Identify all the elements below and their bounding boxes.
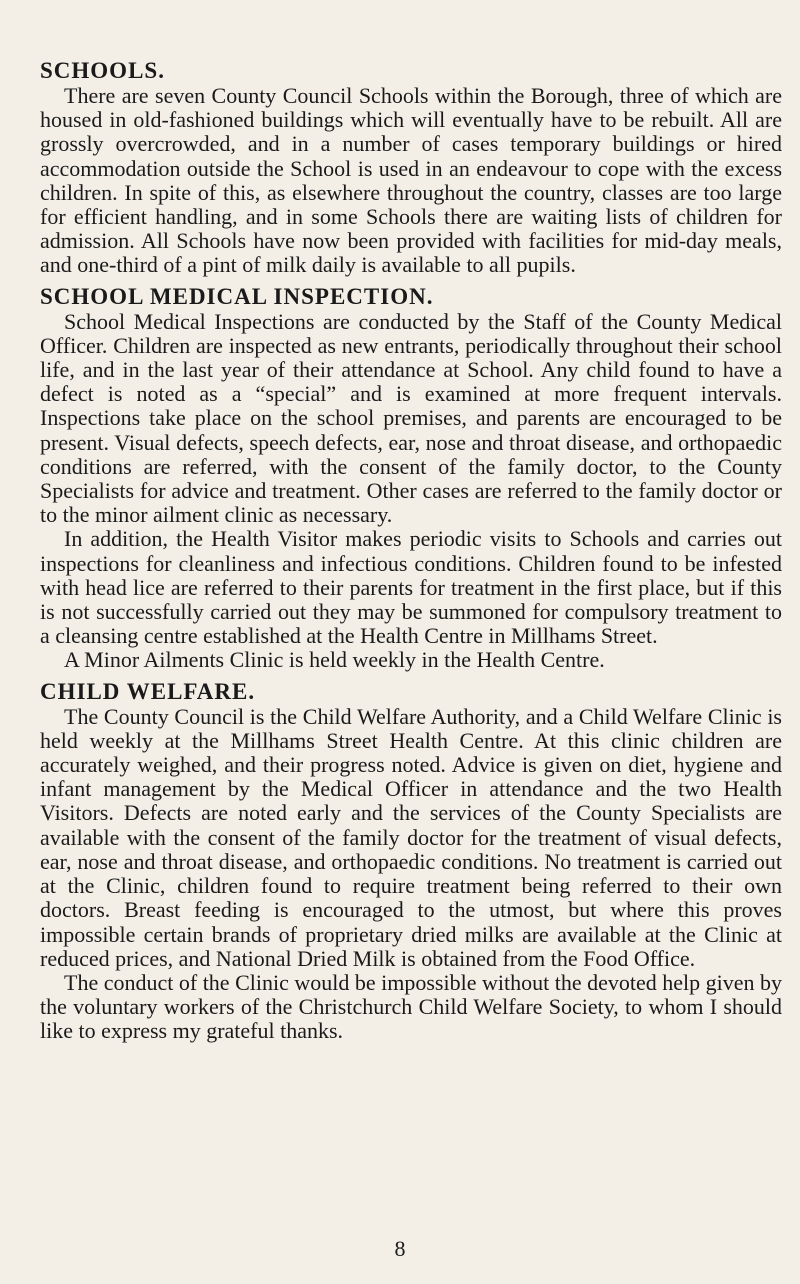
paragraph: There are seven County Council Schools within the Borough, three of which are housed in old-fashioned buildings which will eventually have to be rebuilt. All are grossly overcrowded, and in a number of cases temporary buildings or hired accommodation outside the School is used in an endeavour to cope with the excess children. In spite of this, as elsewhere throughout the country, classes are too large for efficient handling, and in some Schools there are waiting lists of children for admission. All Schools have now been provided with facilities for mid-day meals, and one-third of a pint of milk daily is available to all pupils. <box>40 83 782 278</box>
section-heading: SCHOOL MEDICAL INSPECTION. <box>40 283 434 309</box>
paragraph: School Medical Inspections are conducted by the Staff of the County Medical Officer. Children are inspected as new entrants, periodically throughout their school life, and in the last year of their attendance at School. Any child found to have a defect is noted as a “special” and is examined at more frequent intervals. Inspections take place on the school premises, and parents are encouraged to be present. Visual defects, speech defects, ear, nose and throat disease, and orthopaedic conditions are referred, with the consent of the family doctor, to the County Specialists for advice and treatment. Other cases are referred to the family doctor or to the minor ailment clinic as necessary. <box>40 308 782 528</box>
section-heading: CHILD WELFARE. <box>40 678 256 704</box>
page-number: 8 <box>394 1236 406 1261</box>
paragraph: In addition, the Health Visitor makes periodic visits to Schools and carries out inspections for cleanliness and infectious conditions. Children found to be infested with head lice are referred to their parents for treatment in the first place, but if this is not successfully carried out they may be summoned for compulsory treatment to a cleansing centre established at the Health Centre in Millhams Street. <box>40 526 782 649</box>
schools-section <box>40 58 782 278</box>
paragraph: The County Council is the Child Welfare Authority, and a Child Welfare Clinic is held weekly at the Millhams Street Health Centre. At this clinic children are accurately weighed, and their progress noted. Advice is given on diet, hygiene and infant management by the Medical Officer in attendance and the two Health Visitors. Defects are noted early and the services of the County Specialists are available with the consent of the family doctor for the treatment of visual defects, ear, nose and throat disease, and orthopaedic conditions. No treatment is carried out at the Clinic, children found to require treatment being referred to their own doctors. Breast feeding is encouraged to the utmost, but where this proves impossible certain brands of proprietary dried milks are available at the Clinic at reduced prices, and National Dried Milk is obtained from the Food Office. <box>40 703 782 971</box>
child-welfare-section <box>40 679 782 1044</box>
section-heading: SCHOOLS. <box>40 58 165 83</box>
paragraph: A Minor Ailments Clinic is held weekly in the Health Centre. <box>64 647 605 673</box>
school-medical-inspection-section <box>40 284 782 673</box>
paragraph: The conduct of the Clinic would be impossible without the devoted help given by the voluntary workers of the Christchurch Child Welfare Society, to whom I should like to express my grateful thanks. <box>40 969 782 1044</box>
